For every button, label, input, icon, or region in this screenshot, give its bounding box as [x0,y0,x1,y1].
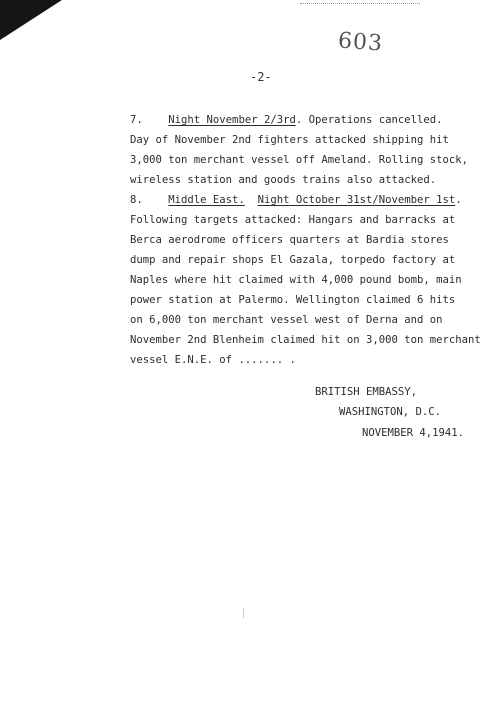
para8-heading-end: . [455,194,462,206]
para7-line: 3,000 ton merchant vessel off Ameland. Rolling stock, [130,154,469,166]
signature-date: NOVEMBER 4,1941. [362,427,465,439]
scan-speck [243,608,244,618]
signature-city: WASHINGTON, D.C. [339,406,442,418]
para8-line: on 6,000 ton merchant vessel west of Derna and on [130,314,443,326]
para8-line: Following targets attacked: Hangars and barracks at [130,214,456,226]
para8-line: Berca aerodrome officers quarters at Bardia stores [130,234,449,246]
signature-org: BRITISH EMBASSY, [315,386,418,398]
scan-corner-shadow [0,0,62,40]
para7-heading-line [130,114,443,126]
para8-line: vessel E.N.E. of ....... . [130,354,296,366]
handwritten-page-mark: 603 [337,28,384,57]
para8-line: November 2nd Blenheim claimed hit on 3,000 ton merchant [130,334,481,346]
para8-line: Naples where hit claimed with 4,000 pound bomb, main [130,274,462,286]
para7-heading: Night November 2/3rd [168,114,296,126]
para8-heading-region: Middle East. [168,194,245,206]
page-number: -2- [250,70,272,84]
para7-heading-rest: . Operations cancelled. [295,114,443,126]
para7-line: Day of November 2nd fighters attacked shipping hit [130,134,449,146]
top-edge-mark [300,3,420,4]
para7-line: wireless station and goods trains also attacked. [130,174,437,186]
para7-number: 7. [130,114,143,126]
para8-heading-line [130,194,462,206]
para8-line: power station at Palermo. Wellington claimed 6 hits [130,294,456,306]
para8-heading-date: Night October 31st/November 1st [257,194,456,206]
para8-number: 8. [130,194,143,206]
para8-line: dump and repair shops El Gazala, torpedo factory at [130,254,456,266]
